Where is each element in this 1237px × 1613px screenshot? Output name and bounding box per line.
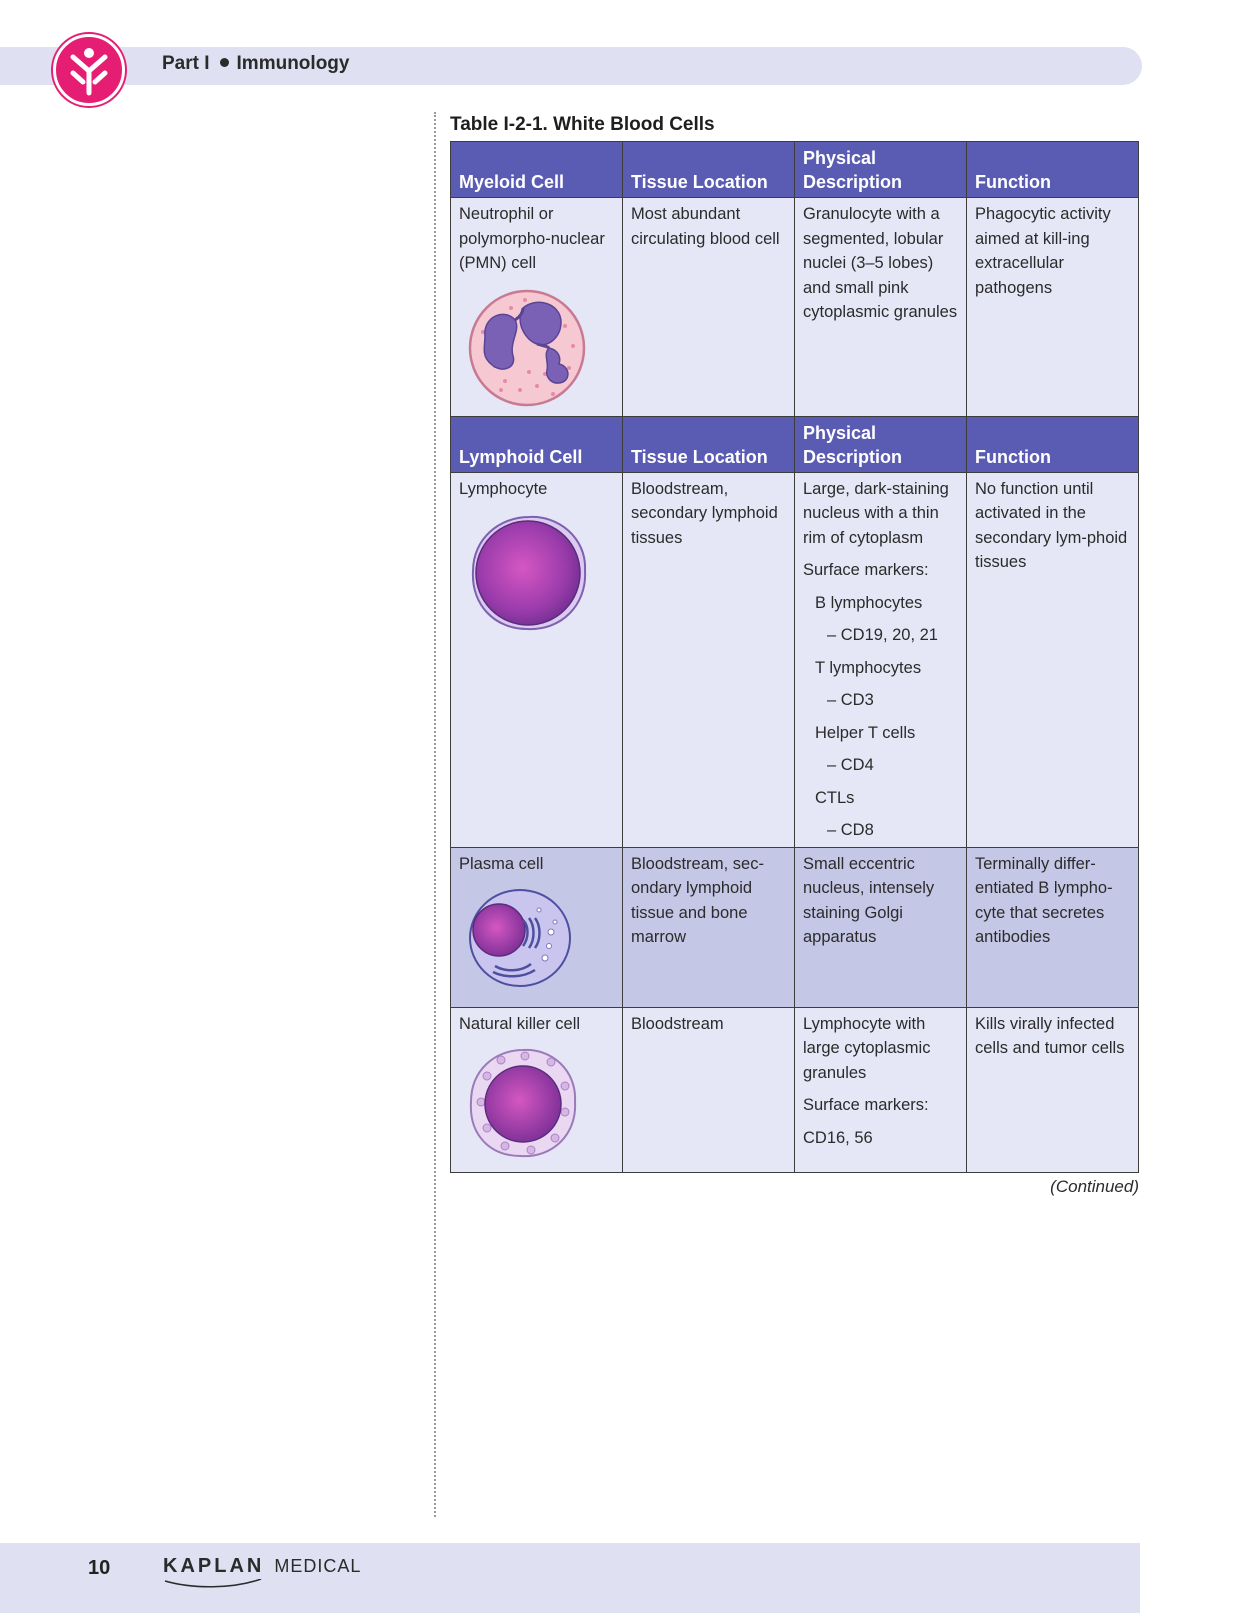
- table-row-lymphocyte: [451, 472, 1139, 847]
- white-blood-cells-table: [450, 141, 1139, 1173]
- margin-rule: [434, 112, 436, 1517]
- running-header: [162, 53, 349, 75]
- header-physical-description-2: Physical Description: [795, 416, 967, 472]
- helper-t-cells-markers: – CD4: [827, 756, 874, 774]
- plasma-cell-illustration: [465, 886, 575, 990]
- header-function-2: Function: [967, 416, 1139, 472]
- cell-nk-function: Kills virally infected cells and tumor cells: [967, 1007, 1139, 1172]
- brand-name: KAPLAN: [163, 1555, 265, 1577]
- lymphoid-header-row: [451, 416, 1139, 472]
- cell-lymphocyte-function: No function until activated in the secondary lym-phoid tissues: [967, 472, 1139, 847]
- antibody-y-icon: [53, 34, 125, 106]
- cell-nk-description: [795, 1007, 967, 1172]
- page-number: 10: [88, 1557, 111, 1579]
- cell-nk-location: Bloodstream: [623, 1007, 795, 1172]
- table-row-neutrophil: [451, 198, 1139, 417]
- cell-lymphocyte-location: Bloodstream, secondary lymphoid tissues: [623, 472, 795, 847]
- t-lymphocytes-markers: – CD3: [827, 691, 874, 709]
- continued-note: (Continued): [1050, 1177, 1139, 1196]
- header-physical-description: Physical Description: [795, 142, 967, 198]
- b-lymphocytes-label: B lymphocytes: [815, 593, 923, 612]
- t-lymphocytes-label: T lymphocytes: [815, 658, 922, 677]
- table-title: Table I-2-1. White Blood Cells: [450, 114, 715, 135]
- cell-lymphocyte-name: [451, 472, 623, 847]
- ctls-label: CTLs: [815, 788, 855, 807]
- table-row-plasma-cell: [451, 847, 1139, 1007]
- footer-bar: [0, 1543, 1140, 1613]
- nk-markers-label: Surface markers:: [803, 1096, 929, 1114]
- cell-neutrophil-name: [451, 198, 623, 417]
- ctls-markers: – CD8: [827, 821, 874, 839]
- header-tissue-location: Tissue Location: [623, 142, 795, 198]
- bullet-icon: [220, 58, 229, 67]
- header-myeloid-cell: Myeloid Cell: [451, 142, 623, 198]
- swoosh-icon: [163, 1579, 263, 1589]
- myeloid-header-row: [451, 142, 1139, 198]
- table-row-nk-cell: [451, 1007, 1139, 1172]
- lymphocyte-illustration: [465, 511, 595, 637]
- cell-plasma-name: [451, 847, 623, 1007]
- kaplan-logo: [163, 1555, 361, 1578]
- cell-nk-name: [451, 1007, 623, 1172]
- lymphocyte-markers-label: Surface markers:: [803, 561, 929, 579]
- header-lymphoid-cell: Lymphoid Cell: [451, 416, 623, 472]
- header-function: Function: [967, 142, 1139, 198]
- part-label: Part I: [162, 53, 210, 74]
- header-tissue-location-2: Tissue Location: [623, 416, 795, 472]
- helper-t-cells-label: Helper T cells: [815, 723, 916, 742]
- section-label: Immunology: [236, 53, 350, 74]
- cell-neutrophil-function: Phagocytic activity aimed at kill-ing extracellular pathogens: [967, 198, 1139, 417]
- nk-cell-illustration: [465, 1046, 581, 1162]
- cell-plasma-function: Terminally differ-entiated B lympho-cyte that secretes antibodies: [967, 847, 1139, 1007]
- b-lymphocytes-markers: – CD19, 20, 21: [827, 626, 938, 644]
- brand-sub: MEDICAL: [274, 1556, 362, 1576]
- nk-markers: CD16, 56: [803, 1128, 873, 1147]
- cell-neutrophil-location: Most abundant circulating blood cell: [623, 198, 795, 417]
- neutrophil-illustration: [465, 286, 595, 412]
- cell-plasma-description: Small eccentric nucleus, intensely staining Golgi apparatus: [795, 847, 967, 1007]
- cell-neutrophil-description: Granulocyte with a segmented, lobular nuclei (3–5 lobes) and small pink cytoplasmic granules: [795, 198, 967, 417]
- nk-name: Natural killer cell: [459, 1014, 581, 1033]
- lymphocyte-name: Lymphocyte: [459, 479, 548, 498]
- lymphocyte-description: Large, dark-staining nucleus with a thin rim of cytoplasm: [803, 479, 949, 547]
- cell-lymphocyte-description: [795, 472, 967, 847]
- plasma-name: Plasma cell: [459, 854, 544, 873]
- nk-description: Lymphocyte with large cytoplasmic granules: [803, 1014, 931, 1082]
- cell-plasma-location: Bloodstream, sec-ondary lymphoid tissue and bone marrow: [623, 847, 795, 1007]
- neutrophil-name: Neutrophil or polymorpho-nuclear (PMN) cell: [459, 205, 605, 272]
